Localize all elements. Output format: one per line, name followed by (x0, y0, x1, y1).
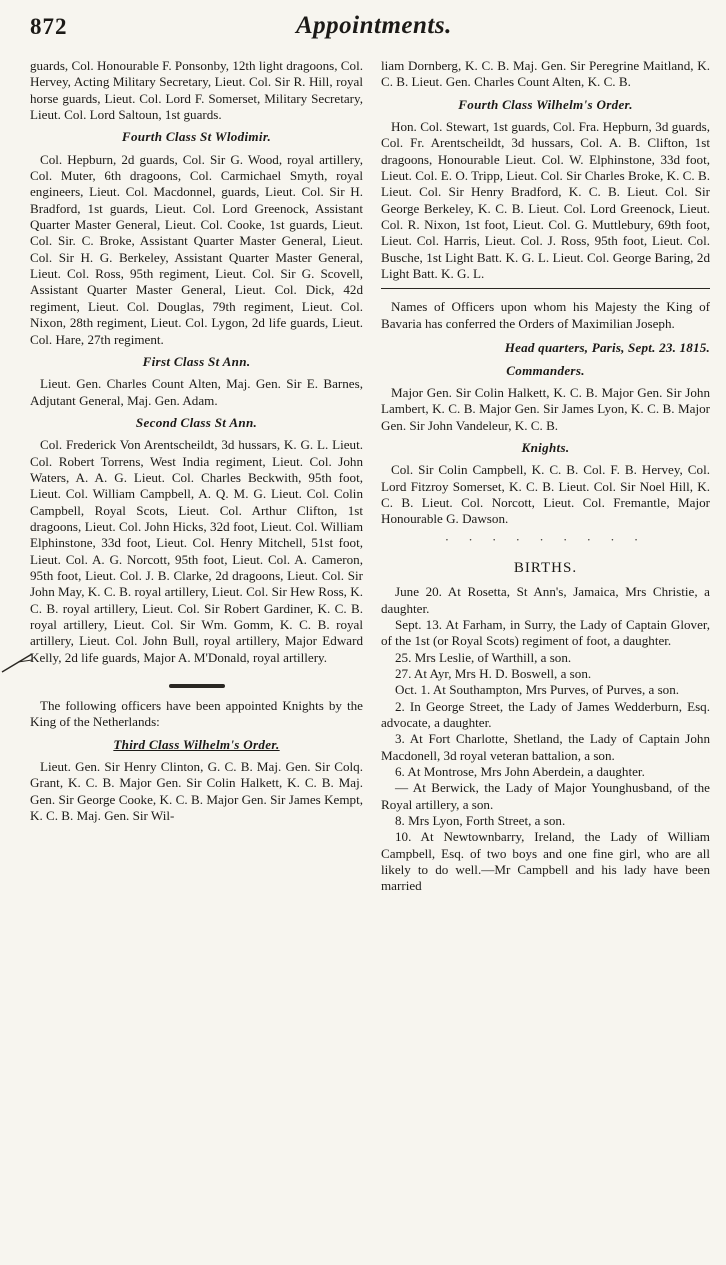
third-class-wilhelm-list: Lieut. Gen. Sir Henry Clinton, G. C. B. Maj. Gen. Sir Colq. Grant, K. C. B. Major Gen. Sir Colin Halkett, K. C. B. Maj. Gen. Sir George Cooke, K. C. B. Major Gen. Sir James Kempt, K. C. B. Maj. Gen. Sir Wil- (30, 759, 363, 824)
bavaria-intro: Names of Officers upon whom his Majesty the King of Bavaria has conferred the Orders of Maximilian Joseph. (381, 299, 710, 331)
birth-entry: 6. At Montrose, Mrs John Aberdein, a daughter. (395, 764, 645, 780)
births-title: BIRTHS. (513, 559, 578, 576)
heading-fourth-class-st-wlodimir: Fourth Class St Wlodimir. (121, 129, 272, 145)
knights-list: Col. Sir Colin Campbell, K. C. B. Col. F. B. Hervey, Col. Lord Fitzroy Somerset, K. C. B. Lieut. Col. Sir Noel Hill, K. C. B. Lieut. Col. Norcott, Lieut. Col. Fremantle, Major Honourable G. Dawson. (381, 462, 710, 527)
heading-second-class-st-ann: Second Class St Ann. (135, 414, 258, 430)
commanders-list: Major Gen. Sir Colin Halkett, K. C. B. Major Gen. Sir John Lambert, K. C. B. Major Gen. Sir James Lyon, K. C. B. Major Gen. Sir John Vandeleur, K. C. B. (381, 384, 710, 433)
heading-fourth-class-wilhelm: Fourth Class Wilhelm's Order. (458, 96, 633, 112)
dotted-divider: · · · · · · · · · (444, 531, 647, 547)
running-head: Appointments. (296, 12, 452, 39)
left-column (30, 58, 363, 824)
heading-commanders: Commanders. (506, 362, 585, 378)
section-ornament (30, 676, 363, 686)
first-class-st-ann-list: Lieut. Gen. Charles Count Alten, Maj. Gen. Sir E. Barnes, Adjutant General, Maj. Gen. Adam. (30, 376, 363, 408)
dateline: Head quarters, Paris, Sept. 23. 1815. (504, 340, 710, 356)
birth-entry: — At Berwick, the Lady of Major Younghusband, of the Royal artillery, a son. (381, 780, 710, 812)
heading-knights: Knights. (521, 439, 570, 455)
birth-entry: 10. At Newtownbarry, Ireland, the Lady of William Campbell, Esq. of two boys and one fine girl, who are all likely to do well.—Mr Campbell and his lady have been married (381, 829, 710, 894)
birth-entry: 25. Mrs Leslie, of Warthill, a son. (395, 649, 572, 665)
birth-entry: June 20. At Rosetta, St Ann's, Jamaica, Mrs Christie, a daughter. (381, 584, 710, 616)
birth-entry: 3. At Fort Charlotte, Shetland, the Lady of Captain John Macdonell, 3d royal veteran battalion, a son. (381, 731, 710, 763)
heading-third-class-wilhelm: Third Class Wilhelm's Order. (113, 736, 280, 752)
birth-entry: Oct. 1. At Southampton, Mrs Purves, of Purves, a son. (395, 682, 680, 698)
section-divider (381, 288, 710, 289)
right-continuation-paragraph: liam Dornberg, K. C. B. Maj. Gen. Sir Peregrine Maitland, K. C. B. Lieut. Gen. Charles Count Alten, K. C. B. (381, 58, 710, 90)
birth-entry: 2. In George Street, the Lady of James Wedderburn, Esq. advocate, a daughter. (381, 698, 710, 731)
left-continuation-paragraph: guards, Col. Honourable F. Ponsonby, 12th light dragoons, Col. Hervey, Acting Military Secretary, Lieut. Col. Sir R. Hill, royal horse guards, Lieut. Col. Lord F. Somerset, Military Secretary, Lieut. Col. Lord Saltoun, 1st guards. (30, 58, 363, 123)
page-number: 872 (30, 14, 68, 39)
birth-entry: 27. At Ayr, Mrs H. D. Boswell, a son. (395, 666, 592, 681)
netherlands-intro: The following officers have been appointed Knights by the King of the Netherlands: (30, 698, 363, 730)
st-wlodimir-list: Col. Hepburn, 2d guards, Col. Sir G. Wood, royal artillery, Col. Muter, 6th dragoons, Col. Carmichael Smyth, royal engineers, Lieut. Col. Macdonnel, guards, Lieut. Col. Sir H. Bradford, 1st guards, Lieut. Col. Lord Greenock, Assistant Quarter Master General, Lieut. Col. Cooke, 1st guards, Lieut. Col. Sir. C. Broke, Assistant Quarter Master General, Lieut. Col. Sir H. G. Berkeley, Assistant Quarter Master General, Lieut. Col. Ross, 95th regiment, Lieut. Col. Sir G. Scovell, Assistant Quarter Master General, Lieut. Col. Dick, 42d regiment, Lieut. Col. Douglas, 79th regiment, Lieut. Col. Nixon, 28th regiment, Lieut. Col. Lygon, 2d life guards, Lieut. Col. Hare, 27th regiment. (30, 151, 363, 347)
heading-first-class-st-ann: First Class St Ann. (142, 353, 251, 369)
birth-entry: 8. Mrs Lyon, Forth Street, a son. (395, 813, 566, 829)
second-class-st-ann-list: Col. Frederick Von Arentscheildt, 3d hussars, K. G. L. Lieut. Col. Robert Torrens, West India regiment, Lieut. Col. John Waters, A. A. G. Lieut. Col. Charles Beckwith, 95th foot, Lieut. Col. William Campbell, A. Q. M. G. Lieut. Col. Colin Campbell, Royal Scots, Lieut. Col. Arthur Clifton, 1st dragoons, Lieut. Col. John Hicks, 32d foot, Lieut. Col. William Elphinstone, 33d foot, Lieut. Col. Henry Mitchell, 51st foot, Lieut. Col. A. G. Norcott, 95th foot, Lieut. Col. A. Cameron, 95th foot, Lieut. Col. J. B. Clarke, 2d dragoons, Lieut. Col. Sir John May, K. C. B. royal artillery, Lieut. Col. Sir Hew Ross, K. C. B. royal artillery, Lieut. Col. Sir Robert Gardiner, K. C. B. royal artillery, Lieut. Col. Sir Wm. Gomm, K. C. B. royal artillery, Lieut. Col. John Bull, royal artillery, Major Edward Kelly, 2d life guards, Major A. M'Donald, royal artillery. (30, 437, 363, 665)
right-column (381, 58, 710, 895)
birth-entry: Sept. 13. At Farham, in Surry, the Lady of Captain Glover, of the 1st (or Royal Scots) regiment of foot, a daughter. (381, 616, 710, 649)
margin-pen-mark-icon (0, 650, 34, 674)
births-list (381, 584, 710, 895)
fourth-class-wilhelm-list: Hon. Col. Stewart, 1st guards, Col. Fra. Hepburn, 3d guards, Col. Fr. Arentscheildt, 3d hussars, Col. A. B. Clifton, 1st dragoons, Honourable Lieut. Col. W. Elphinstone, 33d foot, Lieut. Col. E. O. Tripp, Lieut. Col. Sir Charles Broke, K. C. B. Lieut. Col. Sir Henry Bradford, K. C. B. Lieut. Col. Sir George Berkeley, K. C. B. Lieut. Col. Lord Greenock, Lieut. Col. R. Nixon, 1st foot, Lieut. Col. G. Muttlebury, 69th foot, Lieut. Col. Harris, Lieut. Col. J. Ross, 95th foot, Lieut. Col. Busche, 1st Light Batt. K. G. L. Lieut. Col. George Baring, 2d Light Batt. K. G. L. (381, 119, 710, 282)
